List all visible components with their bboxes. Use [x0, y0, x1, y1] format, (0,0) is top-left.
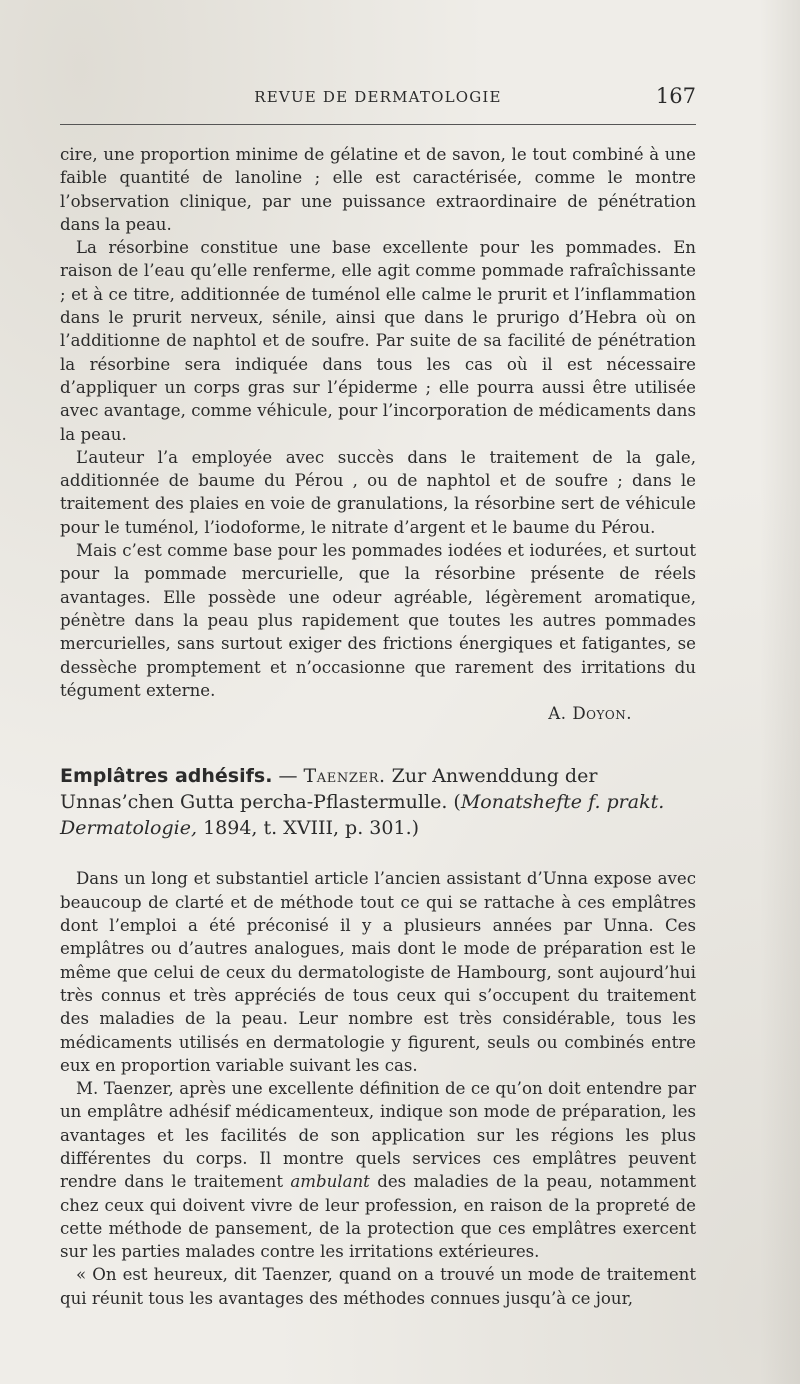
paragraph-text: M. Taenzer, après une excellente définition de ce qu’on doit entendre par un emplâtre adhésif médicamenteux, indique son mode de préparation, les avantages et les facilités de son application sur les régions les plus différentes du corps. Il montre quels services ces emplâtres peuvent rendre dans le traitement [60, 1079, 696, 1192]
signature: A. Doyon. [548, 704, 632, 724]
paragraph-continuation: cire, une proportion minime de gélatine et de savon, le tout combiné à une faible quantité de lanoline ; elle est caractérisée, comme le montre l’observation clinique, par une puissance extraordinaire de pénétration dans la peau. [60, 145, 696, 234]
running-title: REVUE DE DERMATOLOGIE [254, 88, 502, 106]
page-edge-shadow [760, 0, 800, 1384]
paragraph-taenzer-definition [60, 1077, 696, 1263]
header-rule [60, 124, 696, 125]
page-header [60, 84, 696, 114]
paragraph-text: des maladies de la peau, notamment chez ceux qui doivent vivre de leur profession, en raison de la propreté de cette méthode de pansement, de la protection que ces emplâtres exercent sur les parties malades contre les irritations extérieures. [60, 1172, 696, 1262]
entry-author: Taenzer. [303, 765, 386, 788]
review-entry-body [60, 867, 696, 1310]
paragraph-quote-start: « On est heureux, dit Taenzer, quand on a trouvé un mode de traitement qui réunit tous les avantages des méthodes connues jusqu’à ce jour, [60, 1265, 696, 1308]
body-text [60, 143, 696, 1310]
entry-journal: Monatshefte f. prakt. Dermatologie, [60, 791, 665, 840]
entry-dash: — [272, 765, 304, 788]
signature-line [60, 702, 696, 725]
italic-ambulant: ambulant [290, 1172, 370, 1192]
paragraph-unna-article: Dans un long et substantiel article l’ancien assistant d’Unna expose avec beaucoup de clarté et de méthode tout ce qui se rattache à ces emplâtres dont l’emploi a été préconisé il y a plusieurs années par Unna. Ces emplâtres ou d’autres analogues, mais dont le mode de préparation est le même que celui de ceux du dermatologiste de Hambourg, sont aujourd’hui très connus et très appréciés de tous ceux qui s’occupent du traitement des maladies de la peau. Leur nombre est très considérable, tous les médicaments utilisés en dermatologie y figurent, seuls ou combinés entre eux en proportion variable suivant les cas. [60, 869, 696, 1075]
paragraph-resorbine-base: La résorbine constitue une base excellente pour les pommades. En raison de l’eau qu’elle renferme, elle agit comme pommade rafraîchissante ; et à ce titre, additionnée de tuménol elle calme le prurit et l’inflammation dans le prurit nerveux, sénile, ainsi que dans le prurigo d’Hebra où on l’additionne de naphtol et de soufre. Par suite de sa facilité de pénétration la résorbine sera indiquée dans tous les cas où il est nécessaire d’appliquer un corps gras sur l’épiderme ; elle pourra aussi être utilisée avec avantage, comme véhicule, pour l’incorporation de médicaments dans la peau. [60, 238, 696, 444]
entry-citation: Zur Anwenddung der Unnas’chen Gutta percha-Pflastermulle. ( [60, 765, 598, 814]
entry-title: Emplâtres adhésifs. [60, 765, 273, 788]
review-entry-heading [60, 763, 696, 841]
entry-citation-end: 1894, t. XVIII, p. 301.) [197, 817, 420, 840]
paragraph-gale-treatment: L’auteur l’a employée avec succès dans le traitement de la gale, additionnée de baume du Pérou , ou de naphtol et de soufre ; dans le traitement des plaies en voie de granulations, la résorbine sert de véhicule pour le tuménol, l’iodoforme, le nitrate d’argent et le baume du Pérou. [60, 447, 696, 537]
paragraph-mercurial-ointment: Mais c’est comme base pour les pommades iodées et iodurées, et surtout pour la pommade mercurielle, que la résorbine présente de réels avantages. Elle possède une odeur agréable, légèrement aromatique, pénètre dans la peau plus rapidement que toutes les autres pommades mercurielles, sans surtout exiger des frictions énergiques et fatigantes, se dessèche promptement et n’occasionne que rarement des irritations du tégument externe. [60, 541, 696, 700]
page-number: 167 [655, 84, 696, 108]
